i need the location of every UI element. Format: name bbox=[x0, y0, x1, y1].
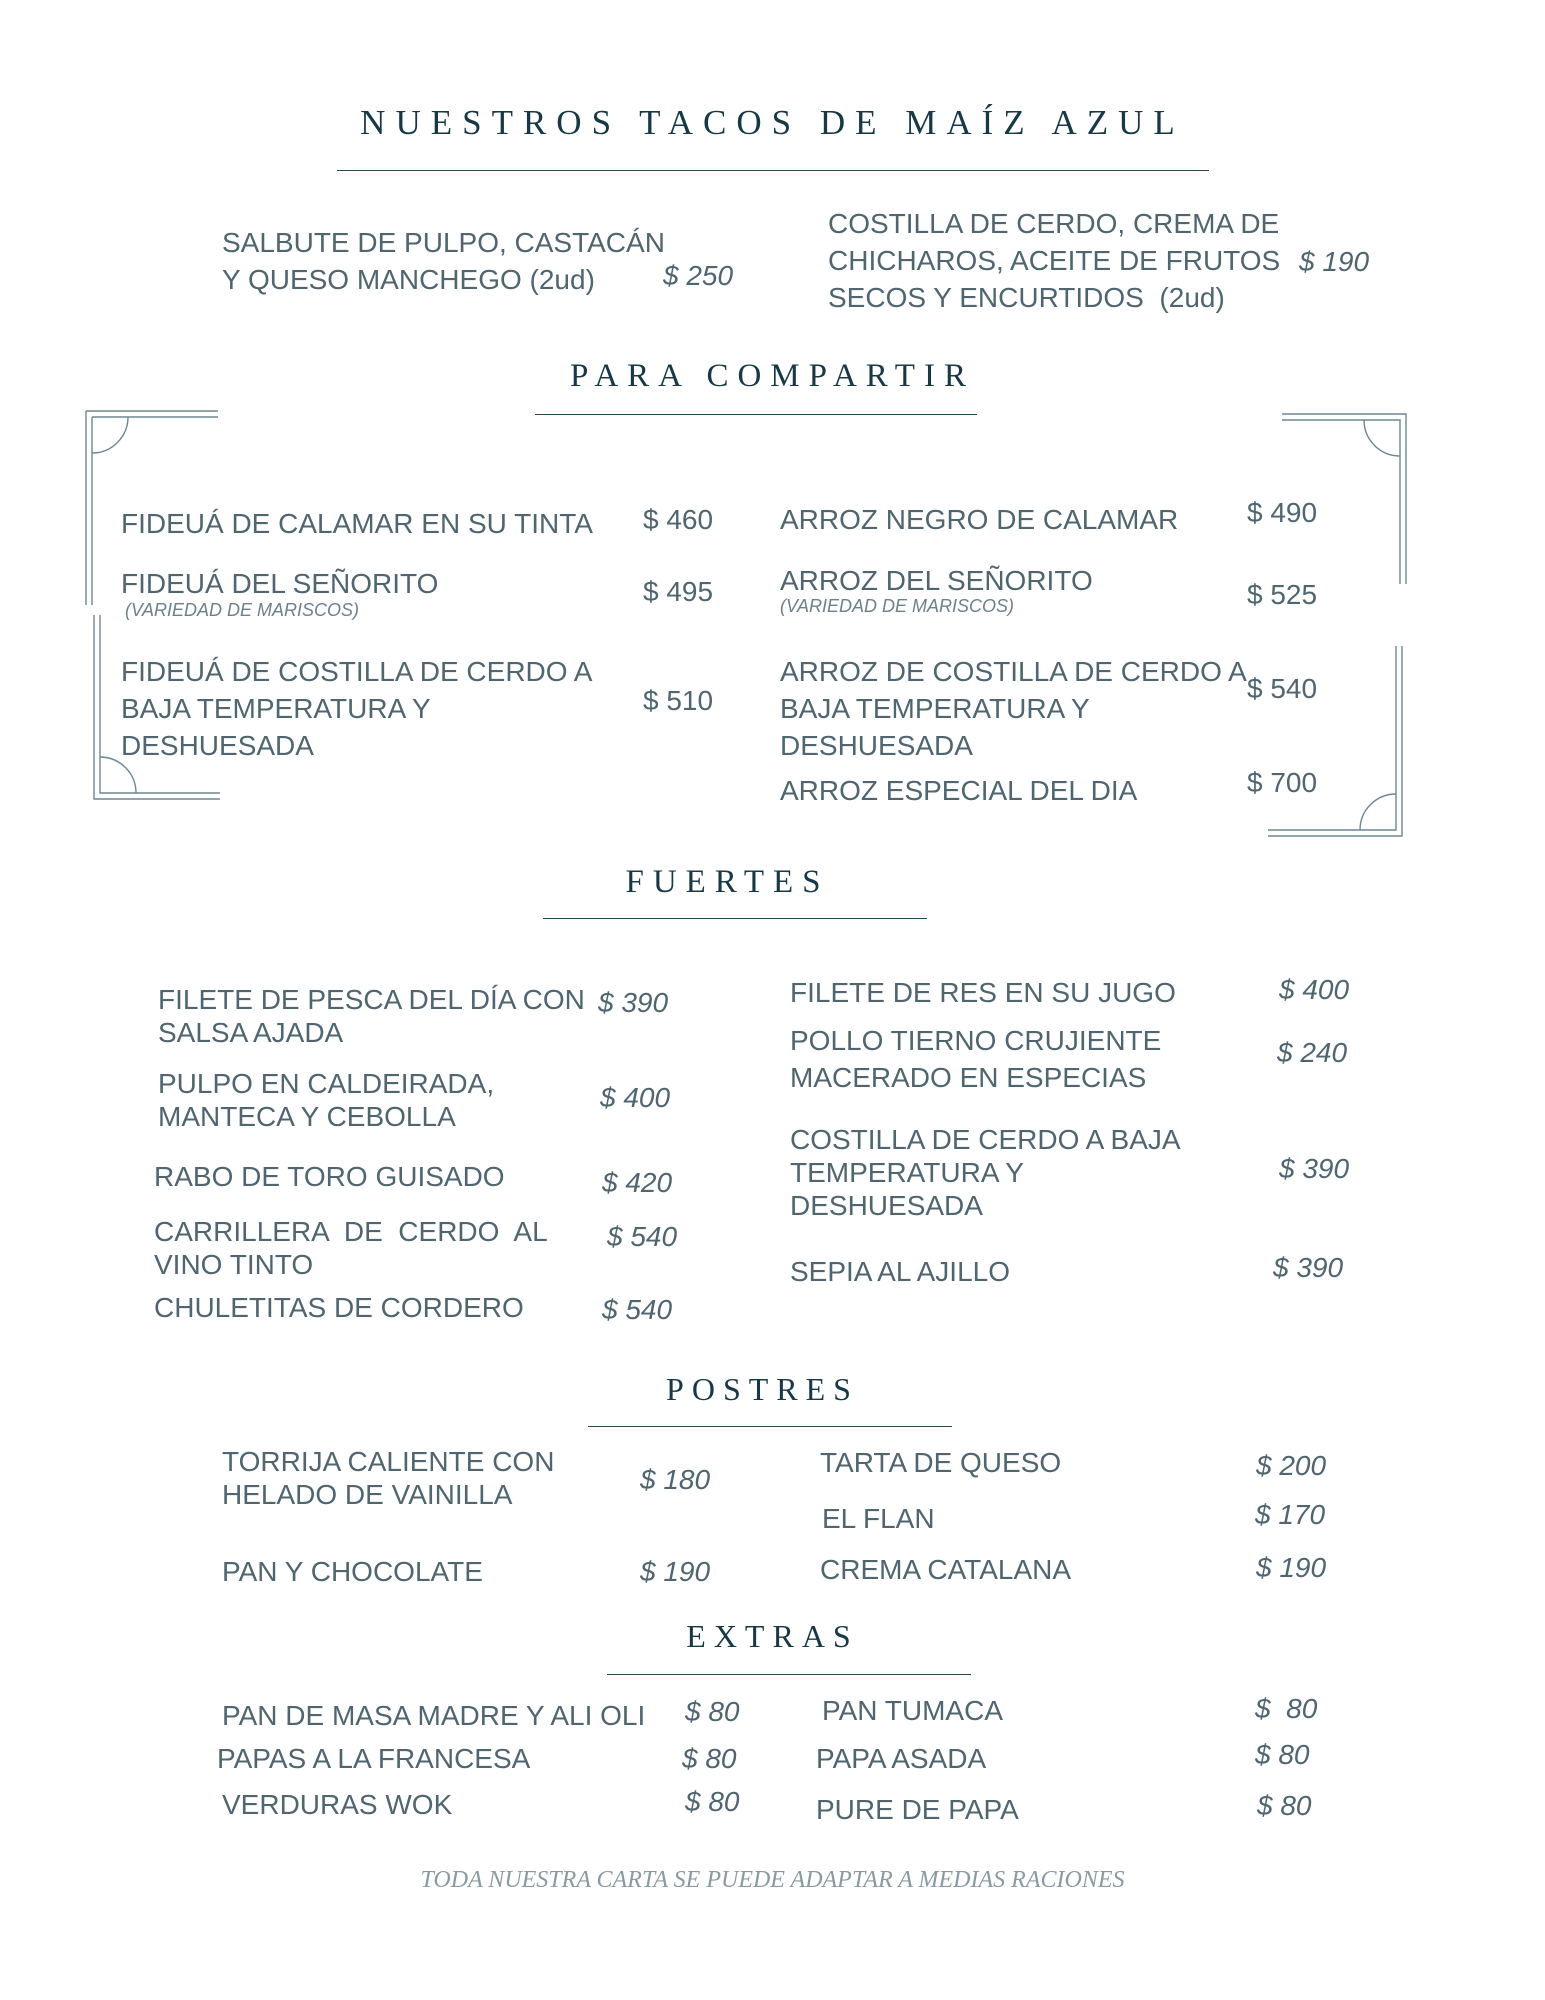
menu-item-name: CARRILLERA DE CERDO AL VINO TINTO bbox=[154, 1216, 548, 1280]
menu-item-price: $ 390 bbox=[1279, 1153, 1350, 1184]
section-title-compartir: PARA COMPARTIR bbox=[570, 358, 975, 394]
menu-item-name: PAPA ASADA bbox=[816, 1743, 987, 1774]
menu-item-name: FIDEUÁ DEL SEÑORITO bbox=[121, 568, 439, 599]
menu-item-name: TORRIJA CALIENTE CON HELADO DE VAINILLA bbox=[222, 1446, 555, 1510]
menu-item-price: $ 525 bbox=[1247, 579, 1318, 610]
menu-item-name: SEPIA AL AJILLO bbox=[790, 1256, 1010, 1287]
menu-item-name: ARROZ ESPECIAL DEL DIA bbox=[780, 775, 1138, 806]
section-title-fuertes: FUERTES bbox=[625, 864, 830, 900]
menu-item-name: ARROZ DEL SEÑORITO bbox=[780, 565, 1093, 596]
menu-item-name: ARROZ DE COSTILLA DE CERDO A BAJA TEMPERATURA Y DESHUESADA bbox=[780, 656, 1247, 761]
menu-item-name: ARROZ NEGRO DE CALAMAR bbox=[780, 504, 1179, 535]
menu-item-name: RABO DE TORO GUISADO bbox=[154, 1161, 505, 1192]
section-rule-postres bbox=[588, 1426, 952, 1427]
section-rule-extras bbox=[607, 1674, 971, 1675]
menu-item-price: $ 400 bbox=[600, 1082, 671, 1113]
menu-item-name: SALBUTE DE PULPO, CASTACÁN Y QUESO MANCHEGO (2ud) bbox=[222, 227, 665, 295]
menu-item-price: $ 390 bbox=[1273, 1252, 1344, 1283]
menu-item-price: $ 80 bbox=[685, 1786, 740, 1817]
menu-item-name: FIDEUÁ DE CALAMAR EN SU TINTA bbox=[121, 508, 593, 539]
menu-item-name: PULPO EN CALDEIRADA, MANTECA Y CEBOLLA bbox=[158, 1068, 495, 1132]
menu-item-name: COSTILLA DE CERDO A BAJA TEMPERATURA Y DESHUESADA bbox=[790, 1124, 1181, 1221]
section-rule-fuertes bbox=[543, 918, 927, 919]
menu-item-price: $ 460 bbox=[643, 504, 714, 535]
menu-item-price: $ 420 bbox=[602, 1167, 673, 1198]
menu-item-name: FIDEUÁ DE COSTILLA DE CERDO A BAJA TEMPERATURA Y DESHUESADA bbox=[121, 656, 593, 761]
menu-item-price: $ 240 bbox=[1277, 1037, 1348, 1068]
menu-item-price: $ 190 bbox=[1256, 1552, 1327, 1583]
menu-item-price: $ 400 bbox=[1279, 974, 1350, 1005]
menu-item-price: $ 540 bbox=[1247, 673, 1318, 704]
section-rule-compartir bbox=[535, 414, 977, 415]
menu-item-name: PAN TUMACA bbox=[822, 1695, 1003, 1726]
menu-item-price: $ 180 bbox=[640, 1464, 711, 1495]
menu-item-name: PAN DE MASA MADRE Y ALI OLI bbox=[222, 1700, 646, 1731]
menu-item-price: $ 80 bbox=[1255, 1693, 1318, 1724]
menu-item-name: CREMA CATALANA bbox=[820, 1554, 1072, 1585]
menu-item-price: $ 510 bbox=[643, 685, 714, 716]
menu-item-price: $ 170 bbox=[1255, 1499, 1326, 1530]
menu-item-price: $ 190 bbox=[1299, 246, 1370, 277]
menu-item-name: TARTA DE QUESO bbox=[820, 1447, 1062, 1478]
menu-item-price: $ 200 bbox=[1256, 1450, 1327, 1481]
menu-item-name: CHULETITAS DE CORDERO bbox=[154, 1292, 524, 1323]
menu-item-price: $ 540 bbox=[607, 1221, 678, 1252]
menu-item-price: $ 700 bbox=[1247, 767, 1318, 798]
menu-item-price: $ 540 bbox=[602, 1294, 673, 1325]
menu-item-name: FILETE DE RES EN SU JUGO bbox=[790, 977, 1176, 1008]
menu-item-name: FILETE DE PESCA DEL DÍA CON SALSA AJADA bbox=[158, 984, 585, 1048]
menu-item-name: EL FLAN bbox=[822, 1503, 935, 1534]
footer-note: TODA NUESTRA CARTA SE PUEDE ADAPTAR A MEDIAS RACIONES bbox=[420, 1867, 1125, 1893]
menu-item-price: $ 390 bbox=[598, 987, 669, 1018]
menu-item-name: PURE DE PAPA bbox=[816, 1794, 1019, 1825]
menu-item-name: POLLO TIERNO CRUJIENTE MACERADO EN ESPECIAS bbox=[790, 1025, 1162, 1093]
menu-item-name: PAN Y CHOCOLATE bbox=[222, 1556, 483, 1587]
menu-item-price: $ 80 bbox=[1255, 1739, 1310, 1770]
section-rule-tacos bbox=[337, 170, 1209, 171]
section-title-tacos: NUESTROS TACOS DE MAÍZ AZUL bbox=[360, 103, 1185, 142]
menu-item-price: $ 495 bbox=[643, 576, 714, 607]
menu-item-price: $ 490 bbox=[1247, 497, 1318, 528]
section-title-extras: EXTRAS bbox=[686, 1618, 859, 1654]
menu-item-price: $ 80 bbox=[1257, 1790, 1312, 1821]
menu-item-name: VERDURAS WOK bbox=[222, 1789, 453, 1820]
menu-item-note: (VARIEDAD DE MARISCOS) bbox=[780, 596, 1015, 616]
menu-item-note: (VARIEDAD DE MARISCOS) bbox=[125, 600, 360, 620]
menu-item-price: $ 80 bbox=[685, 1696, 740, 1727]
menu-item-price: $ 80 bbox=[682, 1743, 737, 1774]
menu-item-price: $ 250 bbox=[663, 260, 734, 291]
section-title-postres: POSTRES bbox=[666, 1371, 859, 1407]
menu-item-name: COSTILLA DE CERDO, CREMA DE CHICHAROS, ACEITE DE FRUTOS SECOS Y ENCURTIDOS (2ud) bbox=[828, 208, 1281, 313]
menu-item-name: PAPAS A LA FRANCESA bbox=[217, 1743, 531, 1774]
menu-item-price: $ 190 bbox=[640, 1556, 711, 1587]
